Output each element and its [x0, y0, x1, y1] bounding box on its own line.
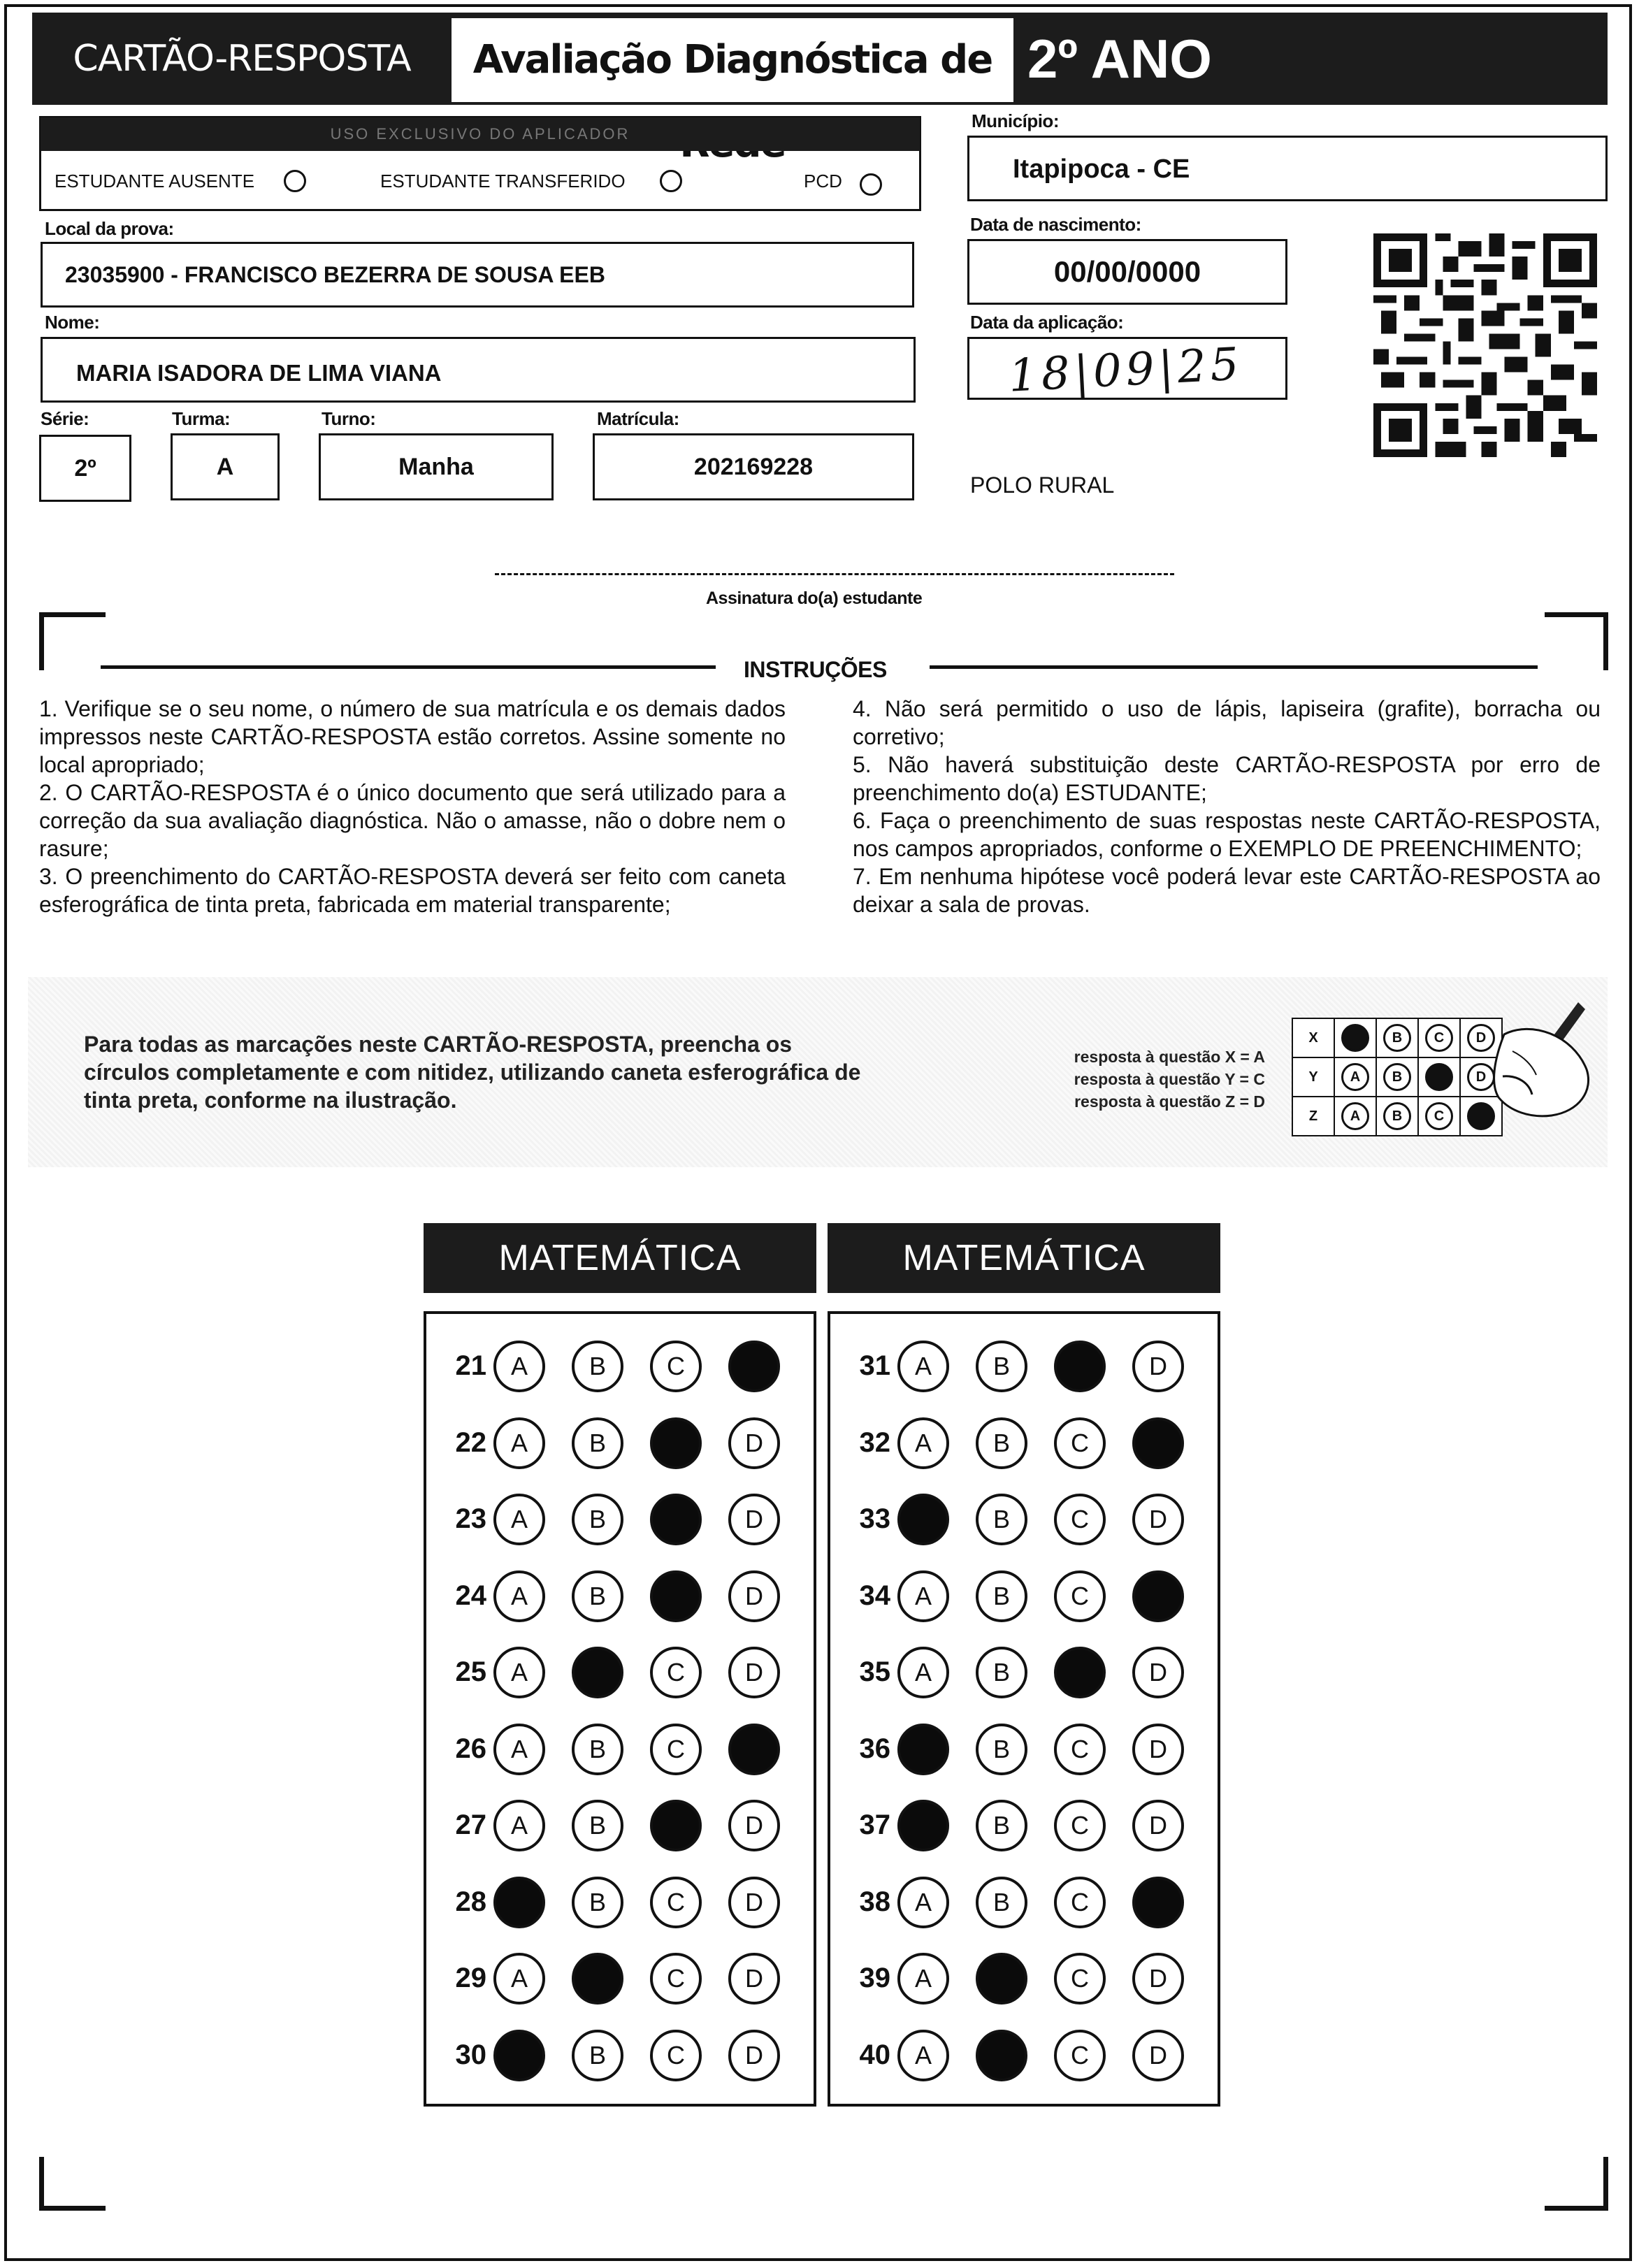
- answer-bubble-b[interactable]: B: [572, 2030, 623, 2081]
- answer-bubble-c[interactable]: C: [650, 1647, 702, 1698]
- serie-value: 2º: [74, 455, 96, 482]
- answer-bubble-d[interactable]: D: [728, 1800, 780, 1851]
- answer-bubble-b[interactable]: B: [976, 1417, 1027, 1469]
- fill-example-bubble: D: [1467, 1024, 1495, 1052]
- corner-mark-top-left: [39, 612, 106, 670]
- fill-example-bubble: [1425, 1063, 1453, 1091]
- fill-example-bubble: [1341, 1024, 1369, 1052]
- answer-bubble-a[interactable]: A: [493, 1647, 545, 1698]
- answer-bubble-b[interactable]: B: [572, 1877, 623, 1928]
- answer-bubble-d[interactable]: D: [728, 2030, 780, 2081]
- answer-bubble-d[interactable]: D: [1132, 1494, 1184, 1545]
- answer-bubble-d[interactable]: D: [1132, 2030, 1184, 2081]
- fill-example-bubble: B: [1383, 1102, 1411, 1130]
- answer-bubble-c[interactable]: C: [650, 1953, 702, 2005]
- answer-bubble-d[interactable]: D: [728, 1877, 780, 1928]
- question-number: 34: [859, 1580, 890, 1611]
- absent-label: ESTUDANTE AUSENTE: [55, 171, 255, 192]
- serie-box: [39, 435, 131, 502]
- instructions-title: INSTRUÇÕES: [744, 657, 887, 682]
- fill-example-text: Para todas as marcações neste CARTÃO-RESPOSTA, preencha os círculos completamente e com nitidez, utilizando caneta esferográfica de tinta preta, conforme na ilustração.: [84, 1032, 861, 1113]
- question-number: 28: [455, 1886, 486, 1917]
- answer-bubble-a[interactable]: A: [897, 1953, 949, 2005]
- exam-title: Avaliação Diagnóstica de: [452, 18, 1013, 102]
- answer-bubble-c[interactable]: C: [1054, 1877, 1106, 1928]
- pcd-label: PCD: [804, 171, 842, 192]
- answer-bubble-c[interactable]: C: [1054, 1724, 1106, 1775]
- answer-bubble-a[interactable]: A: [493, 1800, 545, 1851]
- municipio-box: [967, 136, 1608, 201]
- answer-bubble-a[interactable]: A: [897, 1647, 949, 1698]
- question-number: 25: [455, 1656, 486, 1687]
- answer-bubble-c[interactable]: [1054, 1647, 1106, 1698]
- turma-value: A: [216, 454, 234, 480]
- question-number: 40: [859, 2039, 890, 2070]
- answer-bubble-b[interactable]: B: [976, 1800, 1027, 1851]
- instruction-2: 2. O CARTÃO-RESPOSTA é o único documento que será utilizado para a correção da sua avaliação diagnóstica. Não o amasse, não o dobre nem o rasure;: [39, 780, 786, 861]
- answer-bubble-a[interactable]: [897, 1724, 949, 1775]
- fill-example-bubble: C: [1425, 1024, 1453, 1052]
- fill-example-bubble: C: [1425, 1102, 1453, 1130]
- answer-bubble-a[interactable]: A: [897, 2030, 949, 2081]
- application-date-label: Data da aplicação:: [970, 312, 1124, 333]
- answer-bubble-c[interactable]: C: [1054, 1494, 1106, 1545]
- fill-example-legend: [992, 1046, 1265, 1113]
- name-label: Nome:: [45, 312, 100, 333]
- answer-bubble-b[interactable]: B: [572, 1570, 623, 1622]
- answer-bubble-b[interactable]: B: [976, 1877, 1027, 1928]
- fill-example-bubble: B: [1383, 1024, 1411, 1052]
- turma-box: [171, 433, 280, 500]
- answer-bubble-d[interactable]: [1132, 1877, 1184, 1928]
- answer-bubble-a[interactable]: A: [897, 1877, 949, 1928]
- answer-bubble-c[interactable]: C: [650, 1877, 702, 1928]
- serie-label: Série:: [41, 408, 89, 429]
- qr-code: [1373, 233, 1598, 457]
- instruction-4: 4. Não será permitido o uso de lápis, lapiseira (grafite), borracha ou corretivo;: [853, 696, 1601, 749]
- question-number: 21: [455, 1350, 486, 1381]
- application-date-box[interactable]: [967, 337, 1287, 403]
- signature-label: Assinatura do(a) estudante: [706, 588, 923, 608]
- answer-bubble-c[interactable]: [650, 1417, 702, 1469]
- question-number: 37: [859, 1810, 890, 1840]
- matricula-box: [593, 433, 914, 500]
- answer-bubble-c[interactable]: C: [1054, 1417, 1106, 1469]
- answer-bubble-c[interactable]: C: [650, 1724, 702, 1775]
- local-value: 23035900 - FRANCISCO BEZERRA DE SOUSA EEB: [65, 262, 605, 287]
- answer-bubble-c[interactable]: [1054, 1341, 1106, 1392]
- card-title: CARTÃO-RESPOSTA: [73, 38, 411, 80]
- applicator-box-title: USO EXCLUSIVO DO APLICADOR: [41, 117, 920, 151]
- fill-example-row-label: Y: [1292, 1057, 1334, 1097]
- absent-checkbox[interactable]: [284, 170, 306, 192]
- turno-value: Manha: [398, 454, 474, 480]
- answer-bubble-c[interactable]: C: [1054, 1570, 1106, 1622]
- transferred-label: ESTUDANTE TRANSFERIDO: [380, 171, 626, 192]
- answer-bubble-d[interactable]: D: [728, 1494, 780, 1545]
- instructions-right-column: [853, 695, 1601, 918]
- answer-bubble-a[interactable]: [493, 1877, 545, 1928]
- answer-bubble-b[interactable]: B: [572, 1417, 623, 1469]
- instructions-rule-right: [930, 665, 1538, 669]
- turno-label: Turno:: [322, 408, 376, 429]
- answer-bubble-d[interactable]: [1132, 1570, 1184, 1622]
- answer-bubble-b[interactable]: B: [572, 1494, 623, 1545]
- answer-bubble-b[interactable]: B: [976, 1724, 1027, 1775]
- question-number: 39: [859, 1963, 890, 1993]
- municipio-label: Município:: [972, 110, 1059, 131]
- instruction-1: 1. Verifique se o seu nome, o número de sua matrícula e os demais dados impressos neste CARTÃO-RESPOSTA estão corretos. Assine somente no local apropriado;: [39, 696, 786, 777]
- answer-bubble-b[interactable]: [572, 1647, 623, 1698]
- local-box: [41, 242, 914, 308]
- question-number: 29: [455, 1963, 486, 1993]
- answer-bubble-c[interactable]: C: [650, 2030, 702, 2081]
- answer-bubble-c[interactable]: [650, 1494, 702, 1545]
- answer-bubble-b[interactable]: [976, 1953, 1027, 2005]
- answer-bubble-a[interactable]: [897, 1494, 949, 1545]
- birth-label: Data de nascimento:: [970, 214, 1141, 235]
- answer-bubble-a[interactable]: A: [897, 1341, 949, 1392]
- answer-bubble-c[interactable]: [650, 1800, 702, 1851]
- fill-example-row-label: X: [1292, 1018, 1334, 1057]
- matricula-value: 202169228: [693, 454, 814, 480]
- question-number: 24: [455, 1580, 486, 1611]
- grade-label: 2º ANO: [1027, 28, 1212, 89]
- question-number: 32: [859, 1426, 890, 1458]
- answer-bubble-d[interactable]: D: [1132, 1341, 1184, 1392]
- fill-example-line-x: resposta à questão X = A: [1074, 1048, 1265, 1066]
- answer-bubble-b[interactable]: B: [572, 1724, 623, 1775]
- municipio-value: Itapipoca - CE: [1013, 154, 1190, 184]
- answer-bubble-a[interactable]: [897, 1800, 949, 1851]
- answer-bubble-d[interactable]: D: [1132, 1724, 1184, 1775]
- fill-example-bubble: A: [1341, 1063, 1369, 1091]
- answer-bubble-c[interactable]: C: [650, 1341, 702, 1392]
- transferred-checkbox[interactable]: [660, 170, 682, 192]
- answer-bubble-a[interactable]: A: [493, 1570, 545, 1622]
- answer-bubble-d[interactable]: D: [728, 1570, 780, 1622]
- local-label: Local da prova:: [45, 218, 174, 239]
- signature-line: [495, 573, 1174, 575]
- answer-bubble-b[interactable]: [976, 2030, 1027, 2081]
- question-number: 26: [455, 1733, 486, 1764]
- question-number: 36: [859, 1733, 890, 1764]
- answer-bubble-a[interactable]: A: [493, 1417, 545, 1469]
- instruction-3: 3. O preenchimento do CARTÃO-RESPOSTA deverá ser feito com caneta esferográfica de tinta preta, fabricada em material transparente;: [39, 864, 786, 917]
- instruction-7: 7. Em nenhuma hipótese você poderá levar este CARTÃO-RESPOSTA ao deixar a sala de provas.: [853, 864, 1601, 917]
- answer-bubble-a[interactable]: A: [493, 1341, 545, 1392]
- answer-bubble-c[interactable]: [650, 1570, 702, 1622]
- hand-with-pen-illustration: [1454, 992, 1594, 1125]
- question-number: 30: [455, 2039, 486, 2070]
- fill-example-bubble: B: [1383, 1063, 1411, 1091]
- subject-header-1: MATEMÁTICA: [424, 1223, 816, 1293]
- name-box: [41, 337, 916, 403]
- answer-bubble-d[interactable]: [1132, 1417, 1184, 1469]
- fill-example-bubble: A: [1341, 1102, 1369, 1130]
- answer-bubble-d[interactable]: D: [1132, 1953, 1184, 2005]
- fill-example-row-label: Z: [1292, 1097, 1334, 1136]
- answer-bubble-d[interactable]: D: [1132, 1800, 1184, 1851]
- instructions-left-column: [39, 695, 786, 918]
- answer-bubble-b[interactable]: B: [572, 1341, 623, 1392]
- question-number: 35: [859, 1656, 890, 1687]
- question-number: 22: [455, 1426, 486, 1458]
- answer-bubble-a[interactable]: A: [493, 1494, 545, 1545]
- birth-value: 00/00/0000: [1053, 255, 1201, 288]
- answer-bubble-d[interactable]: [728, 1724, 780, 1775]
- matricula-label: Matrícula:: [597, 408, 679, 429]
- answer-bubble-a[interactable]: A: [493, 1953, 545, 2005]
- answer-bubble-d[interactable]: D: [728, 1647, 780, 1698]
- answer-bubble-b[interactable]: [572, 1953, 623, 2005]
- application-date-handwritten: 18|09|25: [1007, 338, 1245, 403]
- fill-example-line-z: resposta à questão Z = D: [1074, 1092, 1265, 1111]
- answer-bubble-a[interactable]: A: [897, 1570, 949, 1622]
- answer-bubble-d[interactable]: D: [728, 1953, 780, 2005]
- instruction-5: 5. Não haverá substituição deste CARTÃO-RESPOSTA por erro de preenchimento do(a) ESTUDANTE;: [853, 752, 1601, 805]
- subject-header-2: MATEMÁTICA: [828, 1223, 1220, 1293]
- answer-bubble-d[interactable]: [728, 1341, 780, 1392]
- instructions-rule-left: [101, 665, 716, 669]
- answer-bubble-b[interactable]: B: [976, 1647, 1027, 1698]
- question-number: 23: [455, 1503, 486, 1534]
- answer-bubble-c[interactable]: C: [1054, 1953, 1106, 2005]
- corner-mark-bottom-left: [39, 2157, 106, 2211]
- pcd-checkbox[interactable]: [860, 173, 882, 196]
- fill-example-bubble: D: [1467, 1063, 1495, 1091]
- answer-bubble-b[interactable]: B: [976, 1494, 1027, 1545]
- turma-label: Turma:: [172, 408, 231, 429]
- turno-box: [319, 433, 554, 500]
- corner-mark-top-right: [1545, 612, 1608, 670]
- question-number: 27: [455, 1810, 486, 1840]
- answer-bubble-a[interactable]: A: [493, 1724, 545, 1775]
- answer-bubble-a[interactable]: A: [897, 1417, 949, 1469]
- answer-bubble-b[interactable]: B: [976, 1341, 1027, 1392]
- question-number: 33: [859, 1503, 890, 1534]
- question-number: 31: [859, 1350, 890, 1381]
- fill-example-line-y: resposta à questão Y = C: [1074, 1070, 1265, 1088]
- answer-bubble-c[interactable]: C: [1054, 2030, 1106, 2081]
- birth-box: [967, 239, 1287, 305]
- answer-bubble-b[interactable]: B: [572, 1800, 623, 1851]
- polo-label: POLO RURAL: [970, 472, 1115, 498]
- answer-bubble-d[interactable]: D: [1132, 1647, 1184, 1698]
- name-value: MARIA ISADORA DE LIMA VIANA: [76, 360, 442, 386]
- instruction-6: 6. Faça o preenchimento de suas respostas neste CARTÃO-RESPOSTA, nos campos apropriados, conforme o EXEMPLO DE PREENCHIMENTO;: [853, 808, 1601, 861]
- answer-bubble-a[interactable]: [493, 2030, 545, 2081]
- question-number: 38: [859, 1886, 890, 1917]
- answer-bubble-d[interactable]: D: [728, 1417, 780, 1469]
- corner-mark-bottom-right: [1545, 2157, 1608, 2211]
- answer-bubble-b[interactable]: B: [976, 1570, 1027, 1622]
- answer-bubble-c[interactable]: C: [1054, 1800, 1106, 1851]
